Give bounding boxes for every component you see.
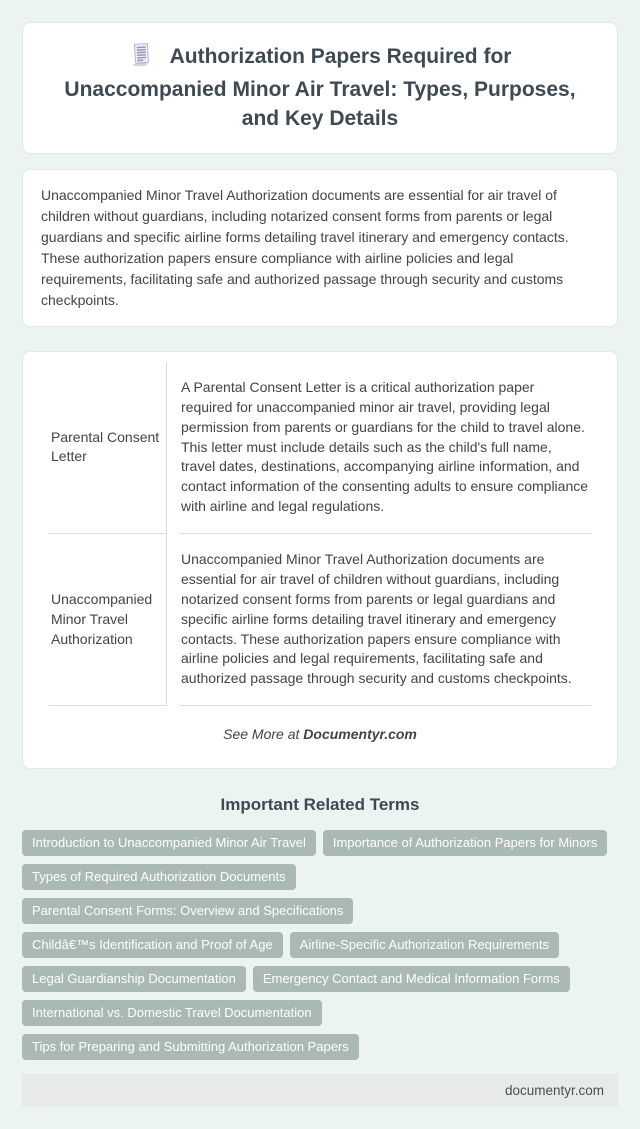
table-row [49,534,591,706]
related-term-tag[interactable]: Importance of Authorization Papers for Minors [323,830,607,856]
related-terms-heading: Important Related Terms [220,795,420,815]
related-term-tag[interactable]: Tips for Preparing and Submitting Authorization Papers [22,1034,359,1060]
table-row [49,362,591,534]
related-term-tag[interactable]: Legal Guardianship Documentation [22,966,246,992]
related-term-tag[interactable]: Childâ€™s Identification and Proof of Age [22,932,283,958]
related-term-tag[interactable]: Introduction to Unaccompanied Minor Air Travel [22,830,316,856]
footer-bar [22,1074,618,1107]
term-name: Unaccompanied Minor Travel Authorization [49,534,167,706]
header-card [22,22,618,154]
related-term-tag[interactable]: Parental Consent Forms: Overview and Specifications [22,898,353,924]
page-title [45,42,595,134]
footer-site-label: documentyr.com [504,1083,604,1099]
term-name: Parental Consent Letter [49,362,167,534]
terms-table-card [22,351,618,769]
see-more-brand: Documentyr.com [303,726,417,743]
related-term-tag[interactable]: Emergency Contact and Medical Information Forms [253,966,570,992]
page-title-text: Authorization Papers Required for Unaccompanied Minor Air Travel: Types, Purposes, and Key Details [64,45,576,130]
see-more-prefix: See More at [223,726,304,743]
summary-card [22,169,618,327]
related-term-tag[interactable]: Airline-Specific Authorization Requirements [290,932,559,958]
terms-table [37,362,603,706]
related-terms-list [22,830,618,1060]
term-description: A Parental Consent Letter is a critical authorization paper required for unaccompanied minor air travel, providing legal permission from parents or guardians for the child to travel alone. This letter must include details such as the child's full name, travel dates, destinations, accompanying airline information, and contact information of the consenting adults to ensure compliance with airline and legal regulations. [179,362,591,534]
summary-text: Unaccompanied Minor Travel Authorization documents are essential for air travel of children without guardians, including notarized consent forms from parents or legal guardians and specific airline forms detailing travel itinerary and emergency contacts. These authorization papers ensure compliance with airline policies and legal requirements, facilitating safe and authorized passage through security and customs checkpoints. [41,186,569,308]
see-more-line [37,726,603,742]
related-term-tag[interactable]: Types of Required Authorization Documents [22,864,296,890]
related-term-tag[interactable]: International vs. Domestic Travel Documentation [22,1000,322,1026]
receipt-icon [129,42,153,76]
term-description: Unaccompanied Minor Travel Authorization documents are essential for air travel of children without guardians, including notarized consent forms from parents or legal guardians and specific airline forms detailing travel itinerary and emergency contacts. These authorization papers ensure compliance with airline policies and legal requirements, facilitating safe and authorized passage through security and customs checkpoints. [179,534,591,706]
